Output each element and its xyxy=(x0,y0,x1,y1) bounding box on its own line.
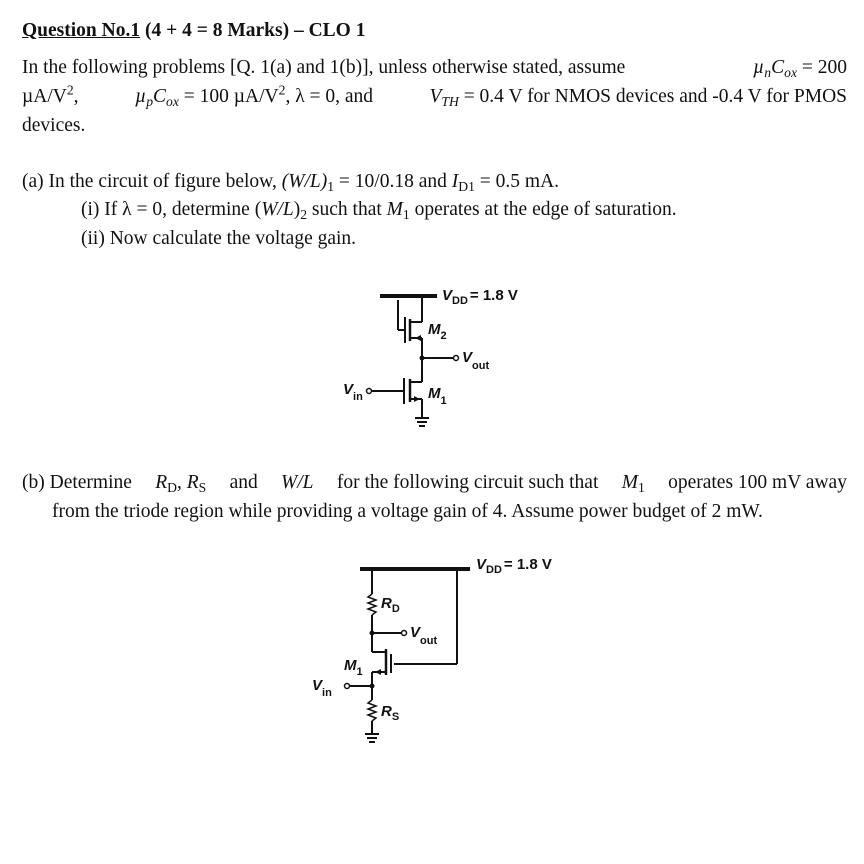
question-number: Question No.1 xyxy=(22,20,141,41)
circuit-b-vout-label: $V_{out}$ xyxy=(410,624,438,647)
circuit-b-rd-resistor xyxy=(368,594,376,615)
question-marks: (4 + 4 = 8 Marks) – CLO 1 xyxy=(144,20,366,41)
part-a-line-3: (ii) Now calculate the voltage gain. xyxy=(81,228,357,249)
part-a-text-5: such that xyxy=(311,199,382,220)
part-b-m1: $M_1$ xyxy=(621,472,645,496)
part-b-text-3: for the following circuit such that xyxy=(336,472,599,493)
intro-unit-text: µA/V xyxy=(22,86,67,107)
circuit-b-vin-label: $V_{in}$ xyxy=(312,677,332,699)
circuit-a-vdd-label: $V_{DD} = 1.8$ V xyxy=(442,287,518,307)
intro-lambda: , λ = 0, and xyxy=(285,86,374,107)
circuit-b-vdd-label: $V_{DD} = 1.8$ V xyxy=(476,556,552,576)
part-a-text-2: = 10/0.18 and xyxy=(338,171,447,192)
part-b-rd-rs: $R_D$, $R_S$ xyxy=(155,472,207,496)
circuit-b-rs-label: $R_S$ xyxy=(381,703,400,723)
circuit-a-m1-label: $M_1$ xyxy=(428,385,447,407)
intro-vth-text: = 0.4 V for NMOS devices and -0.4 V for PMOS xyxy=(463,86,847,107)
circuit-b-rd-label: $R_D$ xyxy=(381,595,400,615)
part-b-text-1: (b) Determine xyxy=(22,472,132,493)
part-b-text-2: and xyxy=(229,472,258,493)
part-b-wl: W/L xyxy=(281,472,314,493)
part-a-text-4: (i) If λ = 0, determine xyxy=(81,199,250,220)
part-a-text-3: = 0.5 mA. xyxy=(479,171,560,192)
intro-value-2: = 100 µA/V xyxy=(183,86,279,107)
circuit-a-vout-terminal xyxy=(454,356,459,361)
intro-value-1: = 200 xyxy=(801,57,847,78)
part-a-line-2: (i) If λ = 0, determine $(W/L)_2$ such that $M_1$ operates at the edge of saturation. xyxy=(81,199,677,223)
part-a-text-1: (a) In the circuit of figure below, xyxy=(22,171,277,192)
intro-line-3: devices. xyxy=(22,115,86,136)
circuit-b-m1-arrow xyxy=(375,669,381,675)
circuit-b-source-node xyxy=(370,684,375,689)
part-a-text-6: operates at the edge of saturation. xyxy=(414,199,677,220)
circuit-a-m1-arrow xyxy=(414,396,420,402)
intro-mu-p-cox: $\mu_pC_{ox} = 100$ $\mu A/V^2$, λ = 0, and xyxy=(134,82,374,110)
circuit-b-vin-terminal xyxy=(345,684,350,689)
circuit-a-m2-arrow xyxy=(415,335,421,341)
circuit-a-m2-label: $M_2$ xyxy=(428,321,447,342)
circuit-b-rs-resistor xyxy=(368,700,376,721)
circuit-a-vout-label: $V_{out}$ xyxy=(462,349,490,372)
circuit-b-vout-node xyxy=(370,631,375,636)
circuit-b xyxy=(350,569,470,742)
circuit-b-vout-terminal xyxy=(402,631,407,636)
circuit-a-vin-terminal xyxy=(367,389,372,394)
part-b-line-2: from the triode region while providing a voltage gain of 4. Assume power budget of 2 mW. xyxy=(52,501,763,522)
intro-unit: $\mu A/V^2$, xyxy=(22,82,79,107)
circuit-a-vin-label: $V_{in}$ xyxy=(343,381,363,403)
part-a-line-1: (a) In the circuit of figure below, $(W/L)_1 = 10/0.18$ and $I_{D1} = 0.5$ mA. xyxy=(22,171,560,195)
intro-text-1: In the following problems [Q. 1(a) and 1(b)], unless otherwise stated, assume xyxy=(22,57,626,78)
circuit-b-m1-label: $M_1$ xyxy=(344,657,363,678)
circuit-a-vout-node xyxy=(420,356,425,361)
part-b-text-4: operates 100 mV away xyxy=(668,472,847,493)
intro-mu-n-cox: $\mu_nC_{ox} = 200$ xyxy=(753,57,847,81)
intro-vth: $V_{TH} = 0.4$ V for NMOS devices and -0.4 V for PMOS xyxy=(429,86,847,110)
